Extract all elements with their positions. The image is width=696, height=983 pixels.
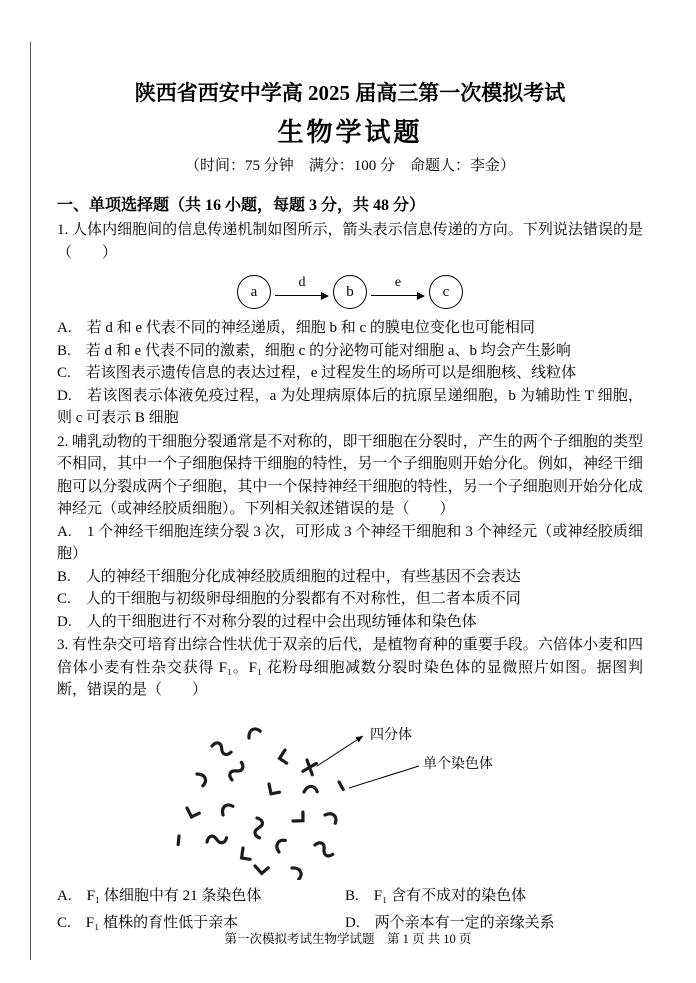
page-content — [57, 0, 643, 935]
q3-option-c: C. F₁ 植株的育性低于亲本 — [57, 914, 239, 931]
diagram-node-a — [237, 275, 271, 309]
exam-subtitle: 生物学试题 — [277, 118, 423, 147]
q2-option-d: D. 人的干细胞进行不对称分裂的过程中会出现纺锤体和染色体 — [57, 613, 477, 630]
arrow-shaft — [275, 295, 321, 296]
chromosome-cluster — [176, 726, 345, 879]
diagram-node-b-label: b — [346, 283, 354, 300]
q3-option-a: A. F₁ 体细胞中有 21 条染色体 — [57, 887, 262, 904]
single-chromosome-leader-line — [349, 766, 419, 788]
q2-option-a: A. 1 个神经干细胞连续分裂 3 次，可形成 3 个神经干细胞和 3 个神经元（或神经胶质细胞） — [57, 523, 643, 562]
left-margin-line — [30, 42, 31, 960]
diagram-node-a-label: a — [250, 283, 258, 300]
q3-option-d: D. 两个亲本有一定的亲缘关系 — [345, 914, 555, 931]
q3-figure — [157, 708, 597, 880]
diagram-node-c — [429, 275, 463, 309]
q3-option-b: B. F₁ 含有不成对的染色体 — [345, 887, 527, 904]
q2-option-b: B. 人的神经干细胞分化成神经胶质细胞的过程中，有些基因不会表达 — [57, 568, 521, 585]
chromosome-spread-image — [157, 708, 597, 880]
section-heading: 一、单项选择题（共 16 小题，每题 3 分，共 48 分） — [57, 197, 426, 214]
arrow-head-icon — [321, 292, 329, 300]
q1-option-c: C. 若该图表示遗传信息的表达过程，e 过程发生的场所可以是细胞核、线粒体 — [57, 365, 577, 381]
question-3 — [57, 634, 643, 935]
q3-stem: 3. 有性杂交可培育出综合性状优于双亲的后代，是植物育种的重要手段。六倍体小麦和四倍体小麦有性杂交获得 F₁。F₁ 花粉母细胞减数分裂时染色体的显微照片如图。据图判断，错误的是（ ） — [57, 637, 643, 698]
arrow-head-icon — [417, 292, 425, 300]
q3-options — [57, 884, 643, 935]
q2-option-c: C. 人的干细胞与初级卵母细胞的分裂都有不对称性，但二者本质不同 — [57, 591, 521, 607]
diagram-node-b — [333, 275, 367, 309]
diagram-arrow-d-label: d — [298, 275, 306, 290]
figure-label-single-chromosome: 单个染色体 — [423, 756, 493, 772]
figure-label-tetrad: 四分体 — [370, 727, 412, 743]
q1-stem: 1. 人体内细胞间的信息传递机制如图所示，箭头表示信息传递的方向。下列说法错误的是（ ） — [57, 222, 643, 261]
question-2 — [57, 431, 643, 634]
figure-annotations — [317, 726, 493, 788]
q1-option-a: A. 若 d 和 e 代表不同的神经递质，细胞 b 和 c 的膜电位变化也可能相同 — [57, 320, 535, 336]
q1-option-b: B. 若 d 和 e 代表不同的激素，细胞 c 的分泌物可能对细胞 a、b 均会产生影响 — [57, 342, 571, 359]
q1-diagram — [230, 271, 470, 313]
arrow-shaft — [371, 295, 417, 296]
diagram-arrow-e — [369, 276, 427, 308]
page-footer: 第一次模拟考试生物学试题 第 1 页 共 10 页 — [224, 932, 472, 946]
q1-option-d: D. 若该图表示体液免疫过程，a 为处理病原体后的抗原呈递细胞，b 为辅助性 T 细胞，则 c 可表示 B 细胞 — [57, 387, 643, 426]
exam-meta: （时间：75 分钟 满分：100 分 命题人：李金） — [184, 158, 515, 174]
exam-title: 陕西省西安中学高 2025 届高三第一次模拟考试 — [134, 81, 566, 105]
tetrad-leader-arrow — [317, 736, 363, 766]
diagram-node-c-label: c — [442, 283, 450, 300]
q2-stem: 2. 哺乳动物的干细胞分裂通常是不对称的，即干细胞在分裂时，产生的两个子细胞的类型不相同，其中一个子细胞保持干细胞的特性，另一个子细胞则开始分化。例如，神经干细胞可以分裂成两个子细胞，其中一个保持神经干细胞的特性，另一个子细胞则开始分化成神经元（或神经胶质细胞）。下列相关叙述错误的是（ ） — [57, 433, 643, 517]
diagram-arrow-e-label: e — [394, 275, 402, 290]
diagram-arrow-d — [273, 276, 331, 308]
question-1 — [57, 219, 643, 430]
